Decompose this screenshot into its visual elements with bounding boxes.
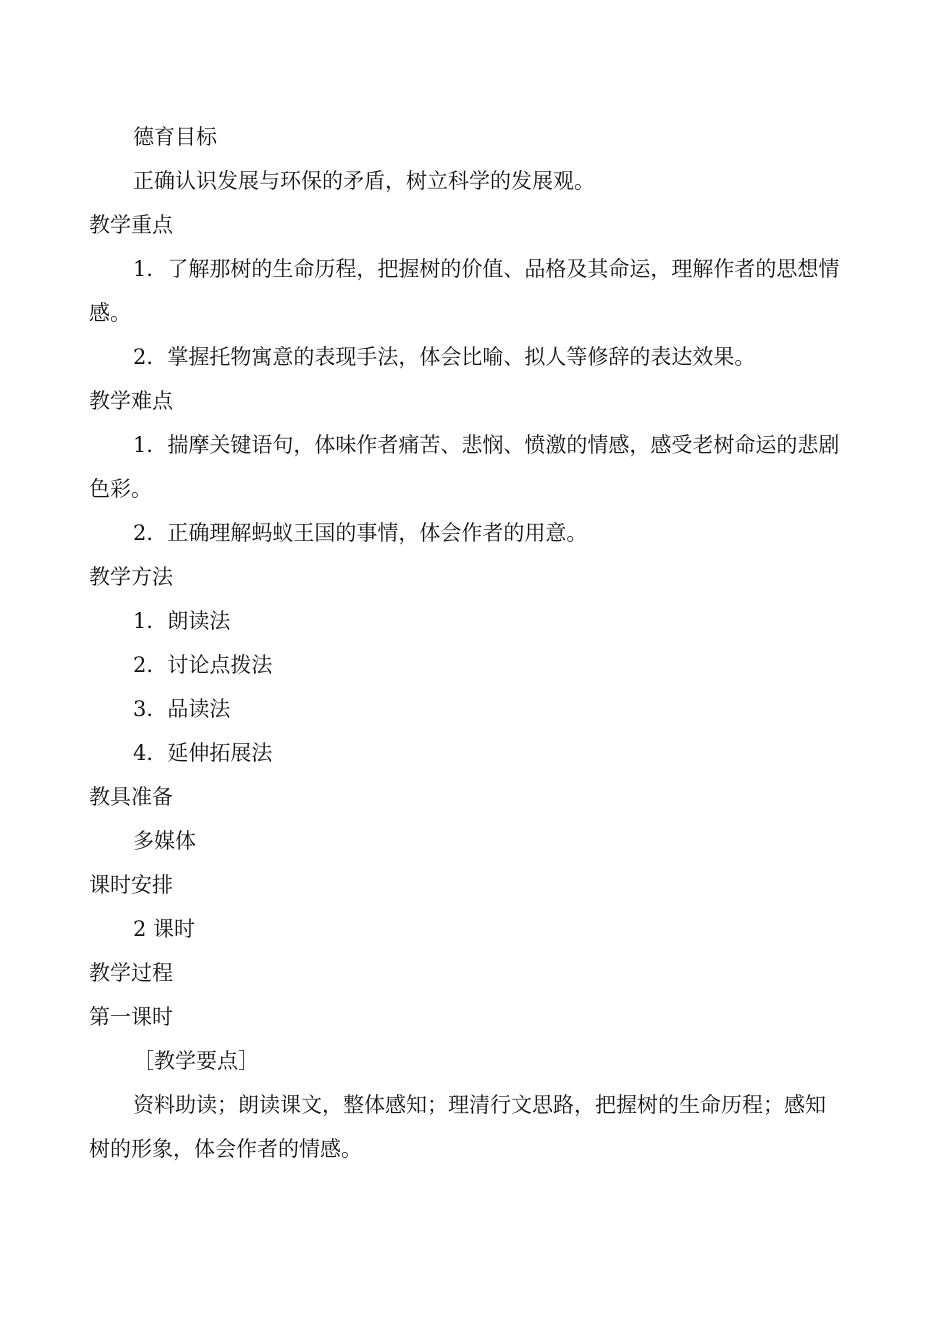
process-heading: 教学过程: [89, 961, 173, 985]
methods-heading: 教学方法: [89, 565, 173, 589]
teaching-points-label: ［教学要点］: [133, 1049, 259, 1073]
difficulties-heading: 教学难点: [89, 389, 173, 413]
teaching-points-text: 资料助读；朗读课文，整体感知；理清行文思路，把握树的生命历程；感知: [133, 1093, 826, 1117]
key-point-1-continued: 感。: [89, 301, 131, 325]
method-item: 4．延伸拓展法: [133, 741, 273, 765]
teaching-points-continued: 树的形象，体会作者的情感。: [89, 1137, 362, 1161]
difficulty-2: 2．正确理解蚂蚁王国的事情，体会作者的用意。: [133, 521, 588, 545]
tools-heading: 教具准备: [89, 785, 173, 809]
lesson-1-heading: 第一课时: [89, 1005, 173, 1029]
method-item: 2．讨论点拨法: [133, 653, 273, 677]
key-points-heading: 教学重点: [89, 213, 173, 237]
moral-goal-text: 正确认识发展与环保的矛盾，树立科学的发展观。: [133, 169, 595, 193]
moral-goal-heading: 德育目标: [133, 125, 217, 149]
method-item: 1．朗读法: [133, 609, 231, 633]
tools-text: 多媒体: [133, 829, 196, 853]
schedule-heading: 课时安排: [89, 873, 173, 897]
key-point-1: 1．了解那树的生命历程，把握树的价值、品格及其命运，理解作者的思想情: [133, 257, 840, 281]
difficulty-1: 1．揣摩关键语句，体味作者痛苦、悲悯、愤激的情感，感受老树命运的悲剧: [133, 433, 840, 457]
schedule-text: 2 课时: [133, 917, 196, 941]
method-item: 3．品读法: [133, 697, 231, 721]
difficulty-1-continued: 色彩。: [89, 477, 152, 501]
key-point-2: 2．掌握托物寓意的表现手法，体会比喻、拟人等修辞的表达效果。: [133, 345, 756, 369]
